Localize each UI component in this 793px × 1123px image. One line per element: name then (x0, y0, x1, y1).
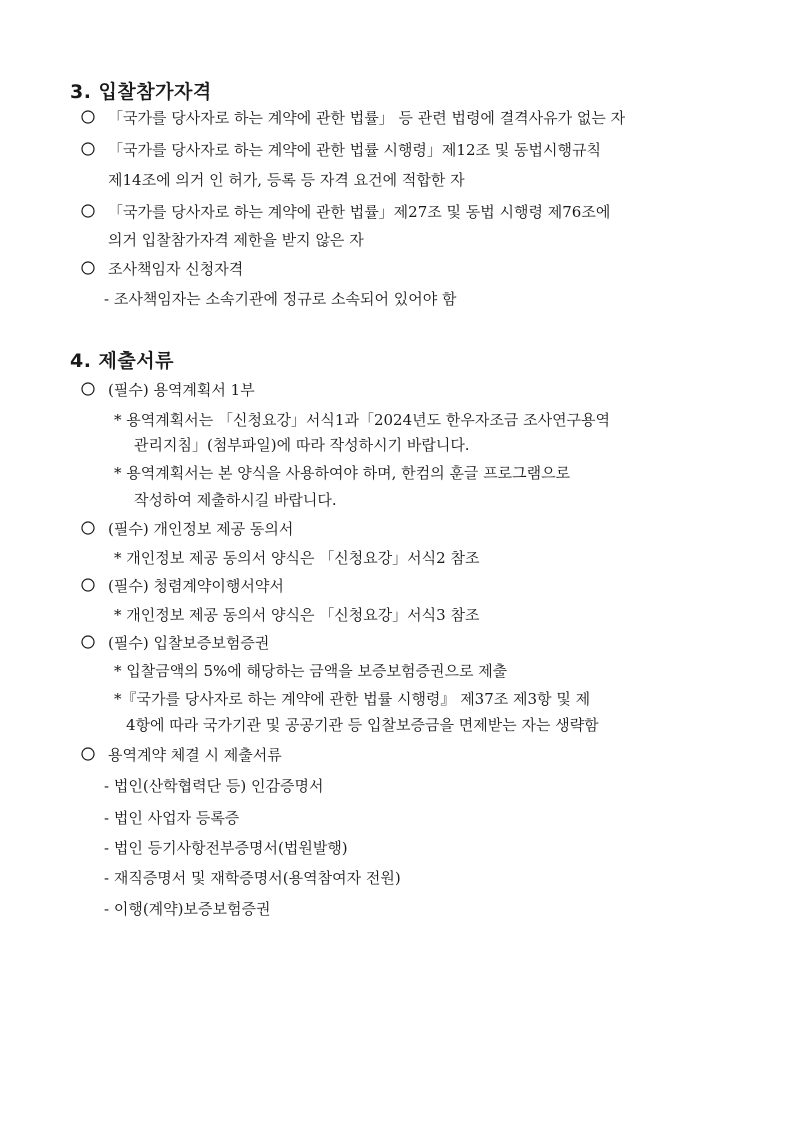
contract-doc-performance-bond: - 이행(계약)보증보험증권 (104, 900, 271, 918)
note-integrity: * 개인정보 제공 동의서 양식은 「신청요강」서식3 참조 (114, 606, 480, 624)
note-plan-2: * 용역계획서는 본 양식을 사용하여야 하며, 한컴의 훈글 프로그램으로 (114, 464, 571, 482)
note-plan-1-cont: 관리지침」(첨부파일)에 따라 작성하시기 바랍니다. (134, 436, 470, 454)
section-3-item-1-text: 「국가를 당사자로 하는 계약에 관한 법률」 등 관련 법령에 결격사유가 없는 자 (108, 109, 626, 127)
section-3-item-3-cont: 의거 입찰참가자격 제한을 받지 않은 자 (108, 231, 364, 249)
note-plan-1: * 용역계획서는 「신청요강」서식1과「2024년도 한우자조금 조사연구용역 (114, 411, 611, 429)
note-bond-1: * 입찰금액의 5%에 해당하는 금액을 보증보험증권으로 제출 (114, 662, 508, 680)
circle-bullet-icon (80, 142, 100, 156)
section-3-item-2 (80, 140, 700, 160)
required-item-plan: (필수) 용역계획서 1부 (80, 380, 255, 400)
section-3-item-1 (80, 108, 700, 128)
note-bond-2: *『국가를 당사자로 하는 계약에 관한 법률 시행령』 제37조 제3항 및 제 (114, 690, 591, 708)
section-3-item-2-text: 「국가를 당사자로 하는 계약에 관한 법률 시행령」제12조 및 동법시행규칙 (108, 141, 601, 159)
circle-bullet-icon (80, 204, 100, 218)
section-3-heading: 3. 입찰참가자격 (70, 81, 212, 103)
circle-bullet-icon (80, 635, 100, 649)
circle-bullet-icon (80, 382, 100, 396)
required-item-privacy: (필수) 개인정보 제공 동의서 (80, 519, 293, 539)
required-item-bond: (필수) 입찰보증보험증권 (80, 633, 269, 653)
note-privacy: * 개인정보 제공 동의서 양식은 「신청요강」서식2 참조 (114, 549, 480, 567)
contract-doc-employment: - 재직증명서 및 재학증명서(용역참여자 전원) (104, 869, 401, 887)
contract-doc-seal: - 법인(산학협력단 등) 인감증명서 (104, 777, 324, 795)
circle-bullet-icon (80, 110, 100, 124)
circle-bullet-icon (80, 521, 100, 535)
circle-bullet-icon (80, 261, 100, 275)
section-3-item-3 (80, 202, 700, 222)
required-item-integrity: (필수) 청렴계약이행서약서 (80, 576, 284, 596)
note-bond-2-cont: 4항에 따라 국가기관 및 공공기관 등 입찰보증금을 면제받는 자는 생략함 (126, 716, 599, 734)
note-plan-2-cont: 작성하여 제출하시길 바랍니다. (134, 491, 337, 509)
circle-bullet-icon (80, 747, 100, 761)
section-4-heading: 4. 제출서류 (70, 350, 174, 372)
circle-bullet-icon (80, 578, 100, 592)
contract-doc-registration: - 법인 사업자 등록증 (104, 809, 240, 827)
section-3-item-3-text: 「국가를 당사자로 하는 계약에 관한 법률」제27조 및 동법 시행령 제76조에 (108, 203, 611, 221)
section-3-item-2-cont: 제14조에 의거 인 허가, 등록 등 자격 요건에 적합한 자 (108, 171, 465, 189)
section-3-item-4 (80, 259, 243, 279)
contract-documents-item: 용역계약 체결 시 제출서류 (80, 745, 282, 765)
contract-doc-corporate-register: - 법인 등기사항전부증명서(법원발행) (104, 839, 348, 857)
section-3-item-4-sub: - 조사책임자는 소속기관에 정규로 소속되어 있어야 함 (104, 290, 457, 308)
section-3-item-4-text: 조사책임자 신청자격 (108, 260, 244, 278)
